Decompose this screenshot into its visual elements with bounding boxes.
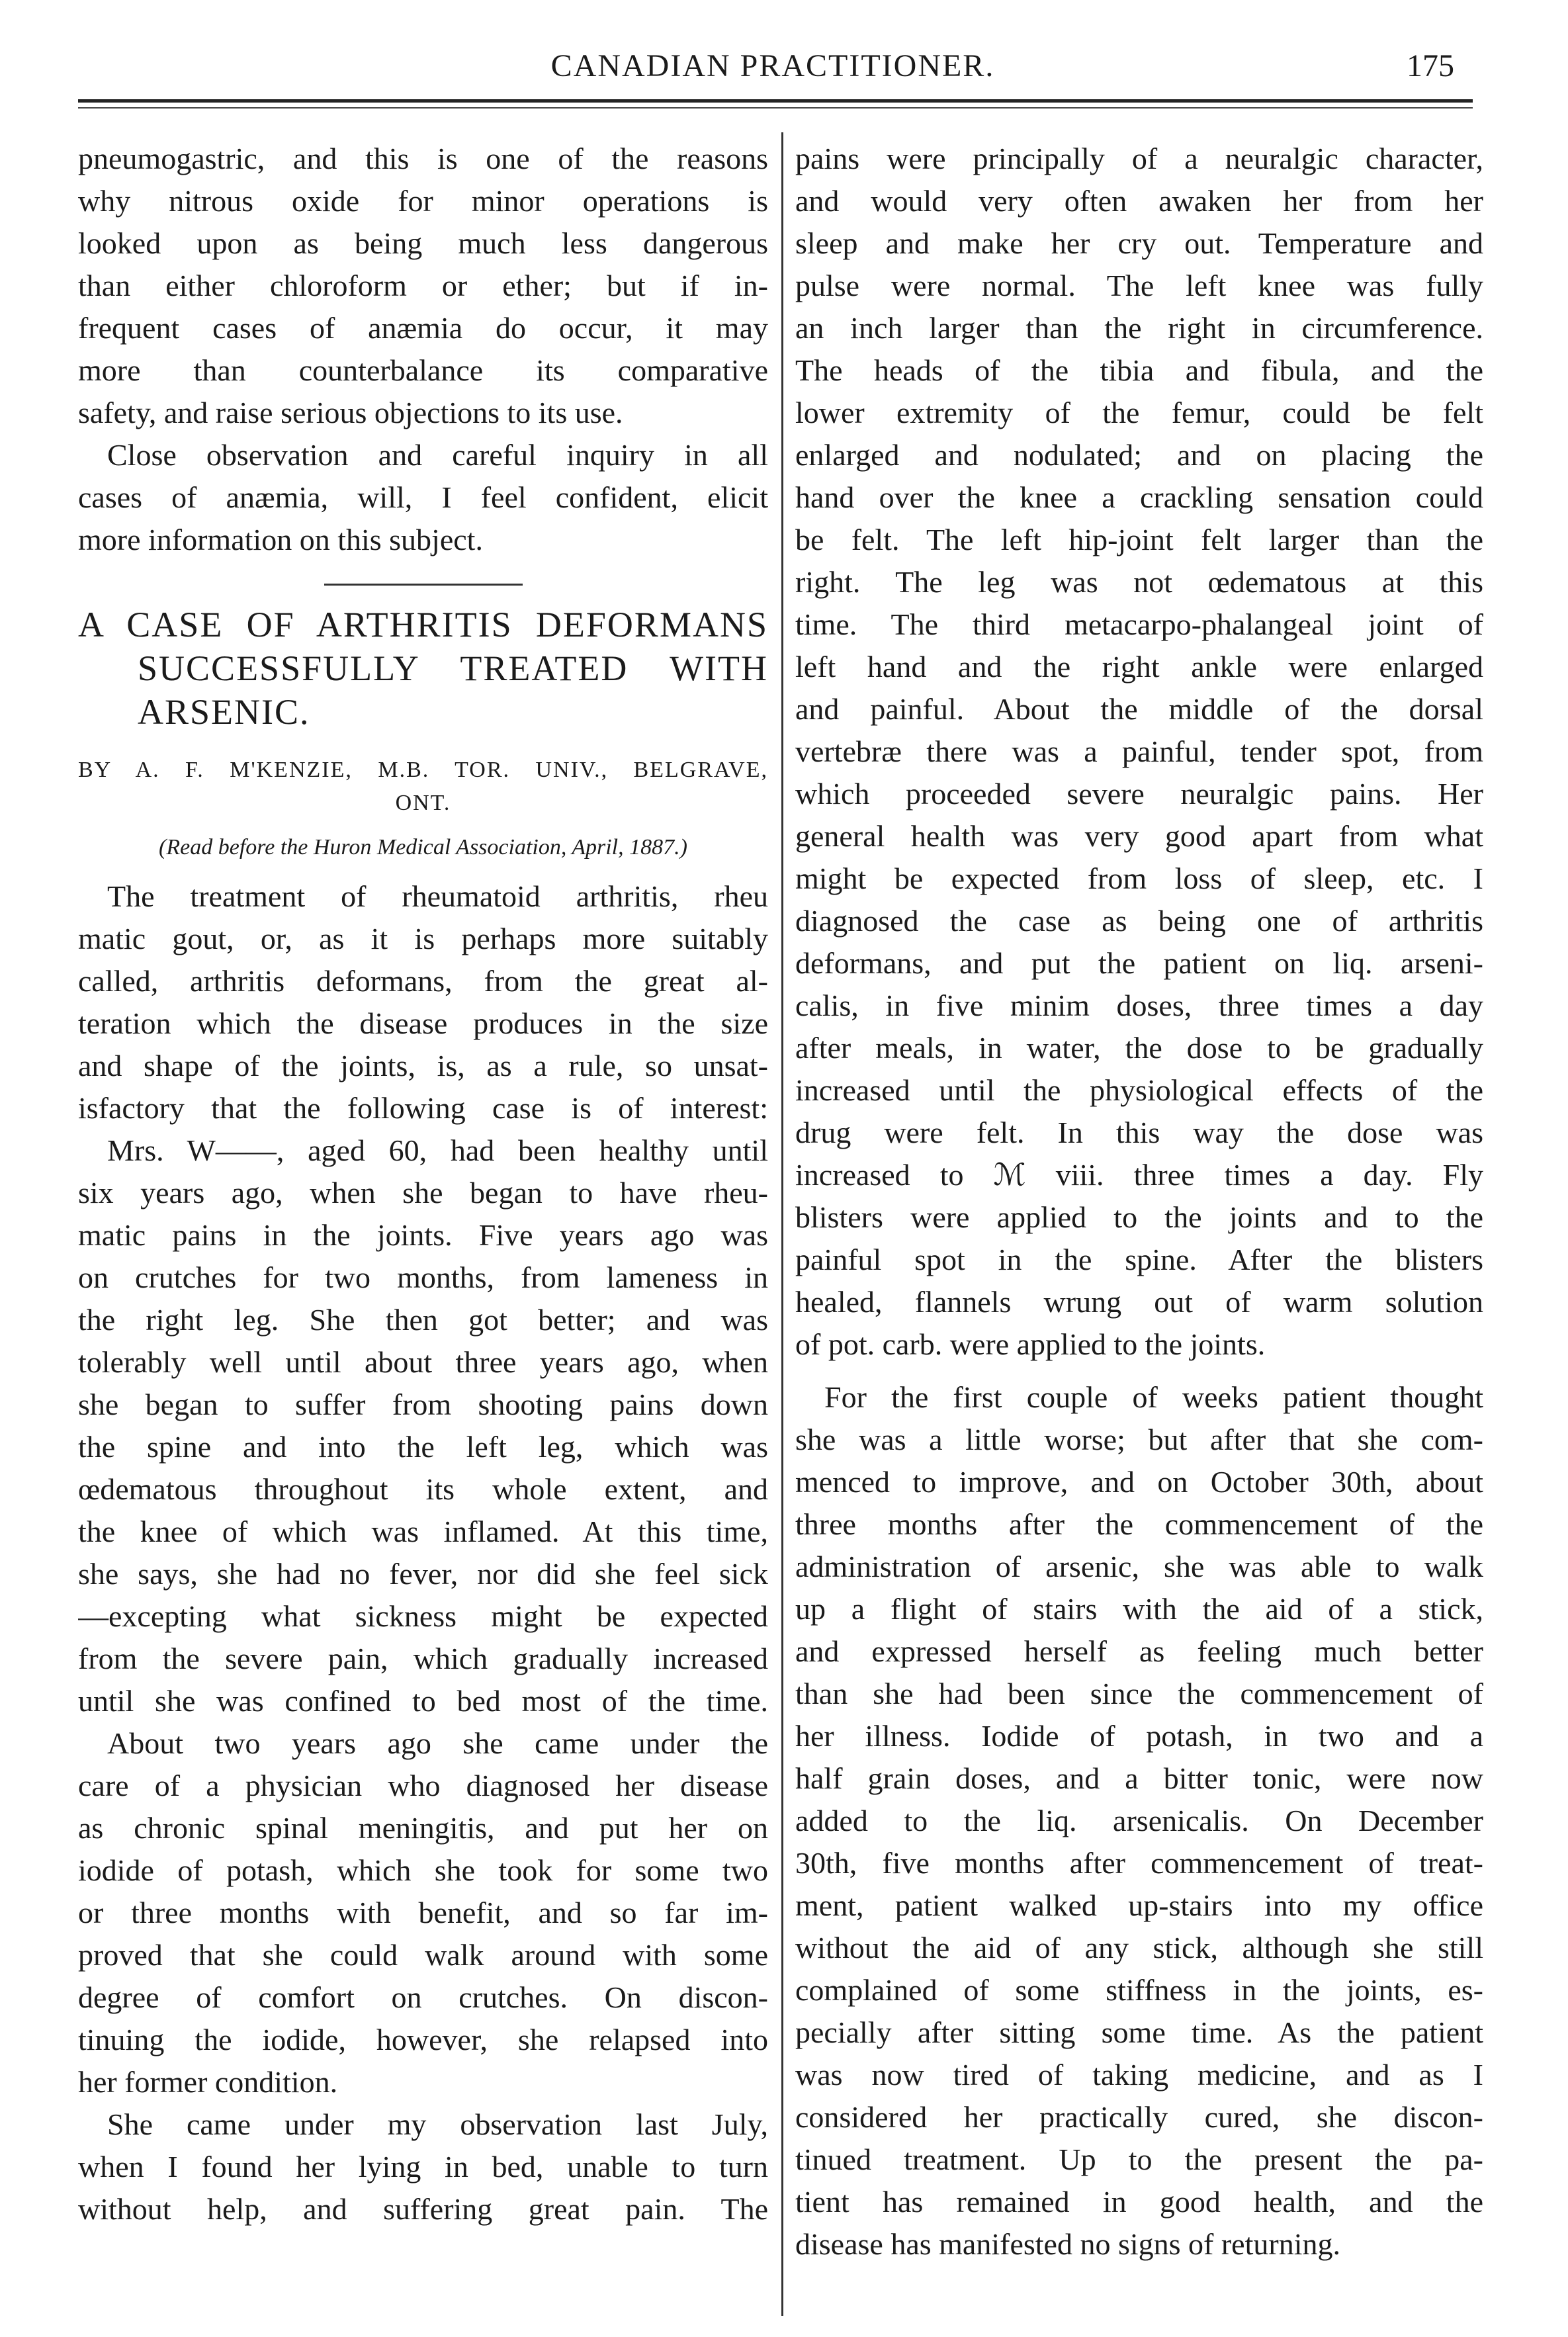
text-line: Close observation and careful inquiry in all — [107, 438, 768, 472]
running-head — [78, 42, 1467, 95]
text-line: added to the liq. arsenicalis. On December — [795, 1804, 1483, 1837]
text-line: she began to suffer from shooting pains down — [78, 1388, 768, 1421]
paragraph — [78, 1722, 768, 2103]
text-line: considered her practically cured, she discon- — [795, 2100, 1483, 2134]
text-line: The treatment of rheumatoid arthritis, rheu — [107, 879, 768, 913]
text-line: œdematous throughout its whole extent, and — [78, 1472, 768, 1506]
text-line: tolerably well until about three years ago, when — [78, 1345, 768, 1379]
text-line: might be expected from loss of sleep, etc. I — [795, 861, 1483, 895]
text-line: she says, she had no fever, nor did she feel sick — [78, 1557, 768, 1591]
article-title — [78, 603, 768, 734]
text-line: matic pains in the joints. Five years ago was — [78, 1218, 768, 1252]
left-column — [78, 138, 768, 2321]
text-line: —excepting what sickness might be expected — [78, 1599, 768, 1633]
column-divider — [781, 132, 783, 2316]
header-rule-thick — [78, 99, 1473, 103]
text-line: degree of comfort on crutches. On discon- — [78, 1980, 768, 2014]
text-line: matic gout, or, as it is perhaps more suitably — [78, 922, 768, 955]
text-line: She came under my observation last July, — [107, 2107, 768, 2141]
text-line: cases of anæmia, will, I feel confident, elicit — [78, 480, 768, 514]
text-line: the knee of which was inflamed. At this time, — [78, 1515, 768, 1548]
byline-line: BY A. F. M'KENZIE, M.B. TOR. UNIV., BELGRAVE, — [78, 758, 768, 782]
text-line: six years ago, when she began to have rheu- — [78, 1176, 768, 1210]
text-line: and expressed herself as feeling much better — [795, 1634, 1483, 1668]
text-line: For the first couple of weeks patient thought — [824, 1380, 1483, 1414]
paragraph — [78, 434, 768, 561]
text-line: calis, in five minim doses, three times a day — [795, 989, 1483, 1022]
text-line: proved that she could walk around with some — [78, 1938, 768, 1972]
article-title-line: ARSENIC. — [138, 692, 310, 732]
text-line: she was a little worse; but after that she com- — [795, 1423, 1483, 1456]
text-line: general health was very good apart from what — [795, 819, 1483, 853]
text-line: more than counterbalance its comparative — [78, 353, 768, 387]
running-title: CANADIAN PRACTITIONER. — [550, 48, 995, 83]
text-line: tient has remained in good health, and the — [795, 2185, 1483, 2219]
text-line: and would very often awaken her from her — [795, 184, 1483, 218]
text-line: after meals, in water, the dose to be gradually — [795, 1031, 1483, 1065]
header-rule-thin — [78, 107, 1473, 109]
text-line: than either chloroform or ether; but if in- — [78, 269, 768, 302]
text-line: increased to ℳ viii. three times a day. Fly — [795, 1158, 1483, 1192]
text-line: hand over the knee a crackling sensation could — [795, 480, 1483, 514]
text-line: of pot. carb. were applied to the joints. — [795, 1327, 1266, 1361]
text-line: until she was confined to bed most of the time. — [78, 1684, 768, 1718]
text-line: an inch larger than the right in circumference. — [795, 311, 1483, 345]
text-line: complained of some stiffness in the joints, es- — [795, 1973, 1483, 2007]
text-line: her former condition. — [78, 2065, 338, 2099]
article-title-line: SUCCESSFULLY TREATED WITH — [138, 648, 768, 688]
text-line: administration of arsenic, she was able to walk — [795, 1550, 1483, 1583]
text-line: half grain doses, and a bitter tonic, were now — [795, 1761, 1483, 1795]
text-line: right. The leg was not œdematous at this — [795, 565, 1483, 599]
text-line: sleep and make her cry out. Temperature and — [795, 226, 1483, 260]
text-line: lower extremity of the femur, could be felt — [795, 396, 1483, 429]
text-line: tinued treatment. Up to the present the pa- — [795, 2142, 1483, 2176]
text-line: her illness. Iodide of potash, in two and a — [795, 1719, 1483, 1753]
text-line: and painful. About the middle of the dorsal — [795, 692, 1483, 726]
paragraph — [795, 1376, 1483, 2266]
text-line: than she had been since the commencement of — [795, 1677, 1483, 1710]
text-line: looked upon as being much less dangerous — [78, 226, 768, 260]
text-line: healed, flannels wrung out of warm solution — [795, 1285, 1483, 1319]
text-line: pecially after sitting some time. As the patient — [795, 2015, 1483, 2049]
text-line: menced to improve, and on October 30th, about — [795, 1465, 1483, 1499]
text-line: which proceeded severe neuralgic pains. Her — [795, 777, 1483, 811]
paragraph — [78, 875, 768, 1129]
text-line: ment, patient walked up-stairs into my office — [795, 1888, 1483, 1922]
text-line: and shape of the joints, is, as a rule, so unsat- — [78, 1049, 768, 1082]
paragraph — [78, 1129, 768, 1722]
paragraph — [795, 138, 1483, 1366]
text-line: from the severe pain, which gradually increased — [78, 1642, 768, 1675]
text-line: the spine and into the left leg, which was — [78, 1430, 768, 1464]
text-line: the right leg. She then got better; and was — [78, 1303, 768, 1337]
text-line: when I found her lying in bed, unable to turn — [78, 2150, 768, 2183]
text-line: time. The third metacarpo-phalangeal joint of — [795, 607, 1483, 641]
text-line: Mrs. W——, aged 60, had been healthy until — [107, 1133, 768, 1167]
text-line: enlarged and nodulated; and on placing the — [795, 438, 1483, 472]
text-line: tinuing the iodide, however, she relapsed into — [78, 2023, 768, 2056]
text-line: drug were felt. In this way the dose was — [795, 1116, 1483, 1149]
text-line: be felt. The left hip-joint felt larger than the — [795, 523, 1483, 556]
paragraph — [78, 138, 768, 434]
text-line: diagnosed the case as being one of arthritis — [795, 904, 1483, 938]
byline-line: ONT. — [395, 791, 451, 815]
text-line: deformans, and put the patient on liq. arseni- — [795, 946, 1483, 980]
text-line: without the aid of any stick, although she still — [795, 1931, 1483, 1964]
text-line: safety, and raise serious objections to its use. — [78, 396, 623, 429]
text-line: increased until the physiological effects of the — [795, 1073, 1483, 1107]
text-line: more information on this subject. — [78, 523, 483, 556]
text-line: teration which the disease produces in the size — [78, 1006, 768, 1040]
text-line: was now tired of taking medicine, and as I — [795, 2058, 1483, 2092]
text-line: pneumogastric, and this is one of the reasons — [78, 142, 768, 175]
text-line: About two years ago she came under the — [107, 1726, 768, 1760]
reading-note: (Read before the Huron Medical Association, April, 1887.) — [159, 835, 687, 860]
text-line: The heads of the tibia and fibula, and the — [795, 353, 1483, 387]
text-line: iodide of potash, which she took for some two — [78, 1853, 768, 1887]
section-divider — [324, 584, 523, 586]
text-line: on crutches for two months, from lameness in — [78, 1260, 768, 1294]
text-line: without help, and suffering great pain. The — [78, 2192, 768, 2226]
text-line: frequent cases of anæmia do occur, it may — [78, 311, 768, 345]
right-column — [795, 138, 1483, 2321]
page-number: 175 — [1407, 48, 1454, 83]
text-line: vertebræ there was a painful, tender spot, from — [795, 734, 1483, 768]
text-line: 30th, five months after commencement of treat- — [795, 1846, 1483, 1880]
byline — [78, 754, 768, 820]
text-line: care of a physician who diagnosed her disease — [78, 1769, 768, 1802]
text-line: three months after the commencement of the — [795, 1507, 1483, 1541]
paragraph — [78, 2103, 768, 2230]
text-line: painful spot in the spine. After the blisters — [795, 1243, 1483, 1276]
text-line: disease has manifested no signs of returning. — [795, 2227, 1340, 2261]
text-line: pulse were normal. The left knee was fully — [795, 269, 1483, 302]
text-line: or three months with benefit, and so far im- — [78, 1896, 768, 1929]
text-line: blisters were applied to the joints and to the — [795, 1200, 1483, 1234]
text-line: isfactory that the following case is of interest: — [78, 1091, 768, 1125]
text-line: called, arthritis deformans, from the great al- — [78, 964, 768, 998]
article-title-line: A CASE OF ARTHRITIS DEFORMANS — [78, 605, 768, 644]
text-line: up a flight of stairs with the aid of a stick, — [795, 1592, 1483, 1626]
text-line: why nitrous oxide for minor operations is — [78, 184, 768, 218]
text-line: as chronic spinal meningitis, and put her on — [78, 1811, 768, 1845]
text-line: left hand and the right ankle were enlarged — [795, 650, 1483, 683]
text-line: pains were principally of a neuralgic character, — [795, 142, 1483, 175]
